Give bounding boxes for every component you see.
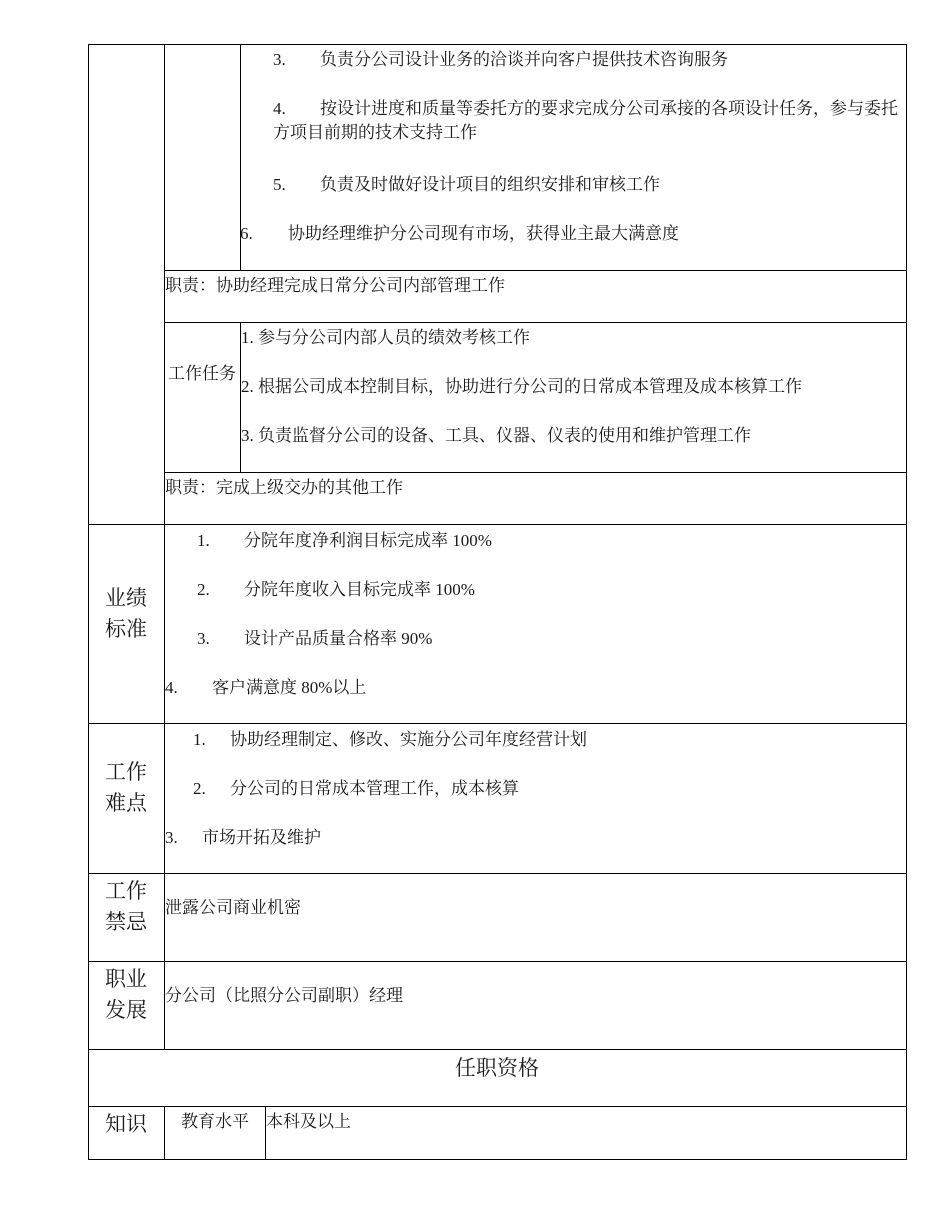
list-item: 2. 根据公司成本控制目标，协助进行分公司的日常成本管理及成本核算工作 xyxy=(241,377,802,396)
border-row-7 xyxy=(88,961,907,962)
list-item xyxy=(240,222,679,246)
career-text: 分公司（比照分公司副职）经理 xyxy=(165,986,403,1005)
item-number: 2. xyxy=(193,779,206,798)
item-text: 负责及时做好设计项目的组织安排和审核工作 xyxy=(320,175,660,194)
item-number: 4. xyxy=(165,678,178,697)
item-number: 3. xyxy=(273,50,286,69)
item-number: 2. xyxy=(197,580,210,599)
border-row-3 xyxy=(164,472,907,473)
career-label: 职业发展 xyxy=(105,967,147,1022)
item-number: 3. xyxy=(165,828,178,847)
item-number: 5. xyxy=(273,175,286,194)
border-row-9 xyxy=(88,1106,907,1107)
border-right xyxy=(906,44,907,1160)
list-item-text-wrapped xyxy=(273,97,903,145)
list-item xyxy=(197,529,492,553)
border-row-6 xyxy=(88,873,907,874)
list-item xyxy=(193,728,587,752)
item-text: 协助经理制定、修改、实施分公司年度经营计划 xyxy=(230,730,587,749)
border-row-1 xyxy=(164,270,907,271)
list-item: 3. 负责监督分公司的设备、工具、仪器、仪表的使用和维护管理工作 xyxy=(241,426,751,445)
list-item xyxy=(273,48,728,72)
list-item xyxy=(165,826,321,850)
difficulties-label: 工作难点 xyxy=(105,760,147,815)
taboo-label: 工作禁忌 xyxy=(105,879,147,934)
item-text: 客户满意度 80%以上 xyxy=(212,678,367,697)
list-item: 1. 参与分公司内部人员的绩效考核工作 xyxy=(241,328,530,347)
task-label: 工作任务 xyxy=(168,364,236,383)
performance-label: 业绩标准 xyxy=(105,586,147,641)
item-number: 1. xyxy=(197,531,210,550)
list-item xyxy=(165,676,366,700)
duty-other-heading: 职责：完成上级交办的其他工作 xyxy=(165,478,403,497)
item-text: 分公司的日常成本管理工作，成本核算 xyxy=(230,779,519,798)
item-number: 6. xyxy=(240,224,253,243)
border-top xyxy=(88,44,907,45)
list-item xyxy=(197,627,432,651)
list-item xyxy=(197,578,475,602)
item-text: 按设计进度和质量等委托方的要求完成分公司承接的各项设计任务，参与委托方项目前期的技术支持工作 xyxy=(273,99,898,142)
list-item xyxy=(273,173,660,197)
education-value: 本科及以上 xyxy=(266,1112,351,1131)
knowledge-label: 知识 xyxy=(105,1112,147,1136)
border-bottom xyxy=(88,1159,907,1160)
taboo-text: 泄露公司商业机密 xyxy=(165,898,301,917)
education-label: 教育水平 xyxy=(181,1112,249,1131)
item-text: 负责分公司设计业务的洽谈并向客户提供技术咨询服务 xyxy=(320,50,728,69)
border-row-8 xyxy=(88,1049,907,1050)
border-row-2 xyxy=(164,322,907,323)
item-text: 分院年度收入目标完成率 100% xyxy=(244,580,475,599)
border-row-4 xyxy=(88,524,907,525)
list-item xyxy=(193,777,519,801)
qualifications-title: 任职资格 xyxy=(455,1056,539,1080)
item-text: 设计产品质量合格率 90% xyxy=(244,629,433,648)
item-number: 1. xyxy=(193,730,206,749)
item-text: 市场开拓及维护 xyxy=(202,828,321,847)
item-text: 协助经理维护分公司现有市场，获得业主最大满意度 xyxy=(288,224,679,243)
item-number: 4. xyxy=(273,99,286,118)
border-row-5 xyxy=(88,723,907,724)
item-text: 分院年度净利润目标完成率 100% xyxy=(244,531,492,550)
item-number: 3. xyxy=(197,629,210,648)
duty-internal-heading: 职责：协助经理完成日常分公司内部管理工作 xyxy=(165,276,505,295)
